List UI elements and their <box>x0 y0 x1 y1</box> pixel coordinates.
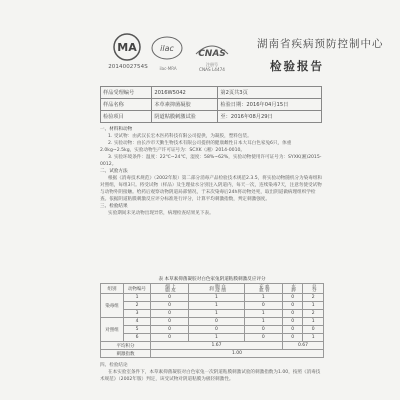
group-test: 染毒组 <box>101 294 124 318</box>
table-cell: 0 <box>151 310 189 318</box>
table-cell: 3 <box>124 310 151 318</box>
table-cell: 1 <box>303 318 324 326</box>
result-table-title: 表 本草素抑菌凝胶对白色家兔阴道粘膜刺激反应评分 <box>158 277 266 282</box>
cnas-number: CNAS L4474 <box>199 67 225 72</box>
col-animal-header: 动物编号 <box>124 284 151 294</box>
table-cell: 0 <box>151 334 189 342</box>
table-cell: 2 <box>303 310 324 318</box>
table-cell: 4 <box>124 318 151 326</box>
table-cell: 1 <box>303 334 324 342</box>
cnas-logo-icon <box>192 36 232 62</box>
col-header-2: 血管充血 <box>244 284 282 294</box>
group-control: 对照组 <box>101 318 124 342</box>
svg-text:ilac: ilac <box>160 44 174 53</box>
paragraph: 3. 实验环境条件：温度：22℃~24℃，湿度：58%~62%，实验动物使用许可证号为：SYXK(湘)2015-0012。 <box>100 155 322 167</box>
ma-code: 2014002754S <box>108 64 148 70</box>
section-heading: 四、检验结论 <box>100 363 128 368</box>
table-cell: 2 <box>303 294 324 302</box>
item-label: 检验项目 <box>101 111 152 123</box>
svg-text:MA: MA <box>117 41 137 54</box>
table-cell: 0 <box>282 294 303 302</box>
col-header-3: 水肿 <box>282 284 303 294</box>
sample-no-label: 样品受理编号 <box>101 87 152 99</box>
table-cell: 6 <box>124 334 151 342</box>
mean-control: 0.67 <box>282 342 323 350</box>
start-date: 检验日期：2016年04月15日 <box>218 99 322 111</box>
index-label: 刺激指数 <box>101 350 151 358</box>
paragraph: 2. 实验动物：由长沙市天勤生物技术有限公司提供的健康雌性日本大耳白色家兔6只，体重2.0kg~2.5kg，实验动物生产许可证号为：SCXK（湘）2014-0010。 <box>100 141 292 153</box>
col-header-1: 白细胞浸润 <box>189 284 245 294</box>
table-cell: 0 <box>151 294 189 302</box>
table-cell: 0 <box>303 326 324 334</box>
table-cell: 0 <box>282 310 303 318</box>
table-cell: 1 <box>124 294 151 302</box>
table-cell: 0 <box>282 334 303 342</box>
sample-name-label: 样品名称 <box>101 99 152 111</box>
table-cell: 1 <box>244 294 282 302</box>
col-header-0: 上皮细胞 <box>151 284 189 294</box>
table-cell: 1 <box>189 334 245 342</box>
paragraph: 根据《消毒技术规范》（2002年版）第二部分消毒产品检验技术规范2.3.5，将实验动物随机分为染毒组和对照组，每组3只。将受试物（样品）及生理盐水分别注入阴道内，每天一次，连续染毒7天，注意勿使受试物与动物外阴接触。给药后观察动物阴道局部情况，于末次染毒后24h将动物处死，取出阴道做病理组织学检查。依据阴道粘膜刺激反应评分标准进行评分，计算平均刺激指数，判定刺激强度。 <box>100 176 323 202</box>
mean-test: 1.67 <box>151 342 283 350</box>
table-cell: 0 <box>151 326 189 334</box>
result-table <box>100 283 324 358</box>
table-cell: 0 <box>244 302 282 310</box>
paragraph: 1. 受试物：由武汉长宏木医药科技有限公司提供，为凝胶，塑料包装。 <box>108 134 252 139</box>
table-cell: 1 <box>189 294 245 302</box>
cma-logo-icon <box>112 32 142 62</box>
table-cell: 0 <box>244 326 282 334</box>
table-cell: 0 <box>282 302 303 310</box>
table-cell: 1 <box>244 318 282 326</box>
index-value: 1.00 <box>151 350 324 358</box>
col-group-header: 组别 <box>101 284 124 294</box>
conclusion <box>100 362 324 383</box>
cnas-caption: 注册号 <box>206 62 218 67</box>
section-heading: 二、试验方法 <box>100 169 128 174</box>
table-cell: 0 <box>189 326 245 334</box>
table-cell: 0 <box>151 318 189 326</box>
table-cell: 0 <box>244 334 282 342</box>
organization-name: 湖南省疾病预防控制中心 <box>257 38 384 50</box>
ilac-mra-logo-icon <box>150 34 184 64</box>
col-header-4: 总分 <box>303 284 324 294</box>
table-cell: 5 <box>124 326 151 334</box>
table-cell: 0 <box>282 326 303 334</box>
table-cell: 0 <box>151 302 189 310</box>
table-cell: 0 <box>282 318 303 326</box>
section-heading: 三、检验结果 <box>100 204 128 209</box>
paragraph: 实验期间未见动物出现异常，病理检查结果见下表。 <box>108 211 214 216</box>
svg-text:CNAS: CNAS <box>198 49 226 59</box>
table-cell: 2 <box>124 302 151 310</box>
table-cell: 1 <box>189 302 245 310</box>
table-cell: 1 <box>244 310 282 318</box>
conclusion-text: 在本实验室条件下，本草素抑菌凝胶对白色家兔一次阴道粘膜刺激试验的刺激指数为1.00，按照《消毒技术规范》（2002年版）判定，该受试物对阴道粘膜为极轻刺激性。 <box>100 370 321 382</box>
table-cell: 0 <box>189 318 245 326</box>
report-title: 检验报告 <box>270 59 324 73</box>
item: 阴道粘膜刺激试验 <box>152 111 218 123</box>
sample-info-table <box>100 86 322 123</box>
ilac-caption: ilac-MRA <box>159 66 177 71</box>
sample-name: 本草素抑菌凝胶 <box>152 99 218 111</box>
page-info: 第2页共3页 <box>218 87 322 99</box>
table-cell: 1 <box>303 302 324 310</box>
table-cell: 1 <box>189 310 245 318</box>
report-body <box>100 126 324 217</box>
section-heading: 一、材料和动物 <box>100 127 133 132</box>
sample-no: 2016W5042 <box>152 87 218 99</box>
end-date: 至：2016年08月29日 <box>218 111 322 123</box>
mean-label: 平均积分 <box>101 342 151 350</box>
